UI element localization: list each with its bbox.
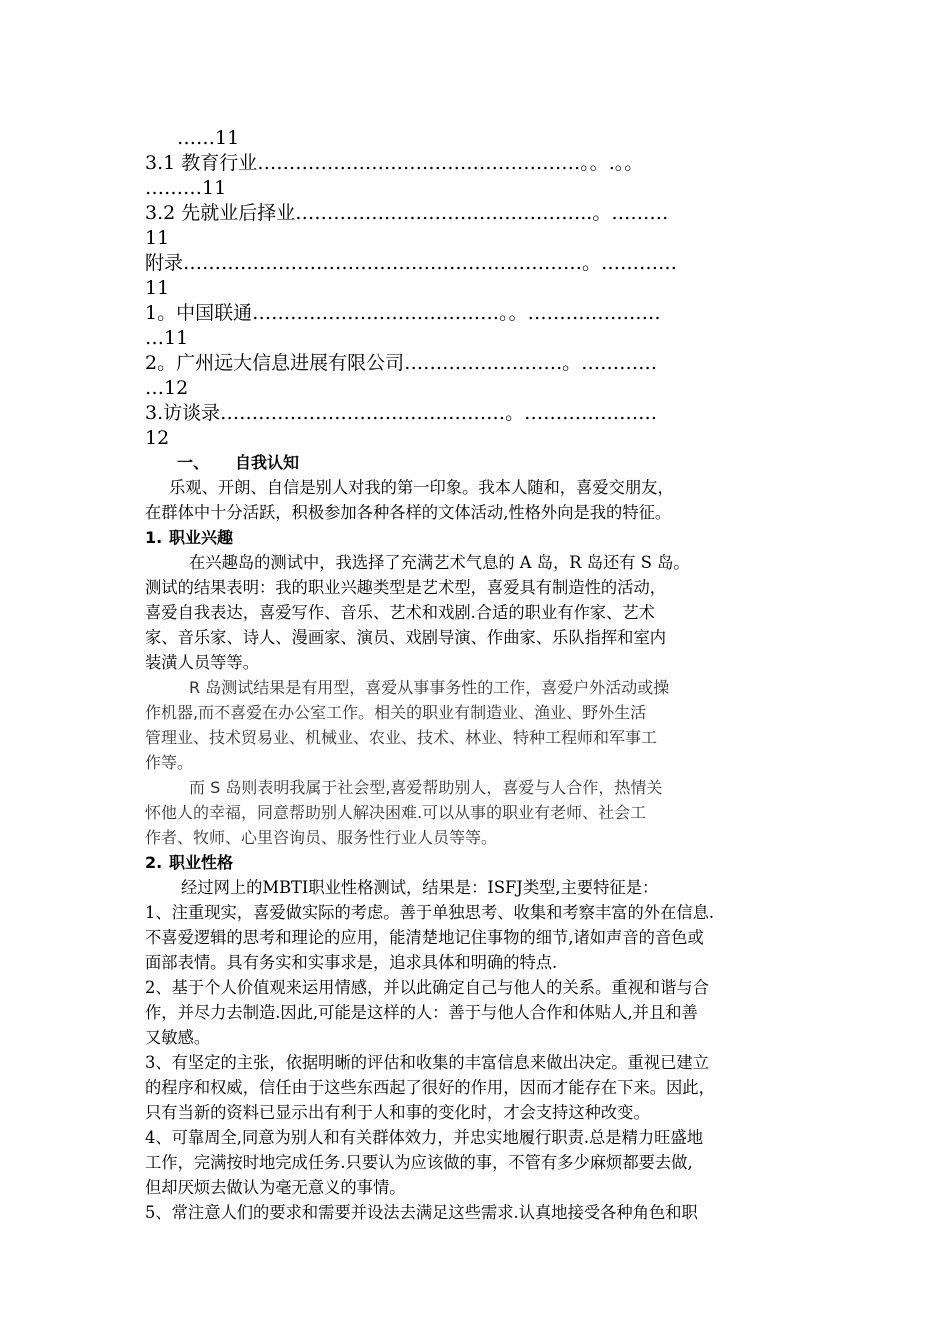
toc-line: 12 — [145, 427, 170, 449]
list-item-line: 不喜爱逻辑的思考和理论的应用，能清楚地记住事物的细节,诸如声音的音色或 — [145, 928, 704, 947]
paragraph-line: R 岛测试结果是有用型，喜爱从事事务性的工作，喜爱户外活动或操 — [189, 678, 670, 697]
paragraph-line: 怀他人的幸福，同意帮助别人解决困难.可以从事的职业有老师、社会工 — [145, 803, 647, 822]
subsection-number: 1. — [145, 528, 163, 547]
section-heading — [145, 450, 795, 475]
paragraph-line: 作机器,而不喜爱在办公室工作。相关的职业有制造业、渔业、野外生活 — [145, 703, 647, 722]
paragraph-line: 在群体中十分活跃，积极参加各种各样的文体活动,性格外向是我的特征。 — [145, 503, 672, 522]
list-item-line: 2、基于个人价值观来运用情感，并以此确定自己与他人的关系。重视和谐与合 — [145, 978, 709, 997]
paragraph-line: 喜爱自我表达，喜爱写作、音乐、艺术和戏剧.合适的职业有作家、艺术 — [145, 603, 655, 622]
subsection-title: 职业性格 — [169, 853, 234, 872]
paragraph-line: 在兴趣岛的测试中，我选择了充满艺术气息的 A 岛，R 岛还有 S 岛。 — [189, 553, 690, 572]
paragraph-line: 家、音乐家、诗人、漫画家、演员、戏剧导演、作曲家、乐队指挥和室内 — [145, 628, 667, 647]
toc-line: ……11 — [177, 127, 240, 149]
toc-entry: 3.1 教育行业……………………………………………。。.。。 — [145, 152, 644, 174]
paragraph-line: 而 S 岛则表明我属于社会型,喜爱帮助别人，喜爱与人合作，热情关 — [189, 778, 663, 797]
subsection-heading — [145, 525, 795, 550]
list-item-line: 1、注重现实，喜爱做实际的考虑。善于单独思考、收集和考察丰富的外在信息. — [145, 903, 715, 922]
section-title: 自我认知 — [235, 453, 300, 472]
toc-entry: 2。广州远大信息进展有限公司…………………….。………… — [145, 352, 658, 374]
toc-line: …12 — [145, 377, 189, 399]
toc-entry: 3.访谈录………………………………………。………………… — [145, 402, 658, 424]
table-of-contents — [145, 126, 770, 451]
list-item-line: 3、有坚定的主张，依据明晰的评估和收集的丰富信息来做出决定。重视已建立 — [145, 1053, 709, 1072]
list-item-line: 但却厌烦去做认为毫无意义的事情。 — [145, 1178, 406, 1197]
list-item-line: 作，并尽力去制造.因此,可能是这样的人：善于与他人合作和体贴人,并且和善 — [145, 1003, 698, 1022]
subsection-number: 2. — [145, 853, 163, 872]
list-item-line: 面部表情。具有务实和实事求是，追求具体和明确的特点. — [145, 953, 558, 972]
subsection-title: 职业兴趣 — [169, 528, 234, 547]
toc-entry: 附录………………………………………………………。………… — [145, 252, 678, 274]
list-item-line: 工作，完满按时地完成任务.只要认为应该做的事，不管有多少麻烦都要去做, — [145, 1153, 693, 1172]
toc-line: …11 — [145, 327, 189, 349]
toc-line: 11 — [145, 227, 170, 249]
toc-entry: 1。中国联通…………………………………。。………………… — [145, 302, 661, 324]
paragraph-line: 乐观、开朗、自信是别人对我的第一印象。我本人随和，喜爱交朋友， — [169, 478, 674, 497]
list-item-line: 只有当新的资料已显示出有利于人和事的变化时，才会支持这种改变。 — [145, 1103, 650, 1122]
list-item-line: 的程序和权威，信任由于这些东西起了很好的作用，因而才能存在下来。因此， — [145, 1078, 715, 1097]
paragraph-line: 作等。 — [145, 753, 194, 772]
toc-line: 11 — [145, 277, 170, 299]
toc-line: ………11 — [145, 177, 227, 199]
toc-entry: 3.2 先就业后择业………………………………………..。……… — [145, 202, 669, 224]
paragraph-line: 管理业、技术贸易业、机械业、农业、技术、林业、特种工程师和军事工 — [145, 728, 658, 747]
list-item-line: 5、常注意人们的要求和需要并设法去满足这些需求.认真地接受各种角色和职 — [145, 1203, 698, 1222]
section-number: 一、 — [177, 453, 210, 472]
list-item-line: 4、可靠周全,同意为别人和有关群体效力，并忠实地履行职责.总是精力旺盛地 — [145, 1128, 703, 1147]
paragraph-line: 作者、牧师、心里咨询员、服务性行业人员等等。 — [145, 828, 498, 847]
paragraph-line: 测试的结果表明：我的职业兴趣类型是艺术型，喜爱具有制造性的活动， — [145, 578, 667, 597]
paragraph-line: 经过网上的MBTI职业性格测试，结果是：ISFJ类型,主要特征是： — [181, 878, 659, 897]
subsection-heading — [145, 850, 795, 875]
list-item-line: 又敏感。 — [145, 1028, 211, 1047]
paragraph-line: 装潢人员等等。 — [145, 653, 259, 672]
document-body — [145, 450, 795, 1225]
